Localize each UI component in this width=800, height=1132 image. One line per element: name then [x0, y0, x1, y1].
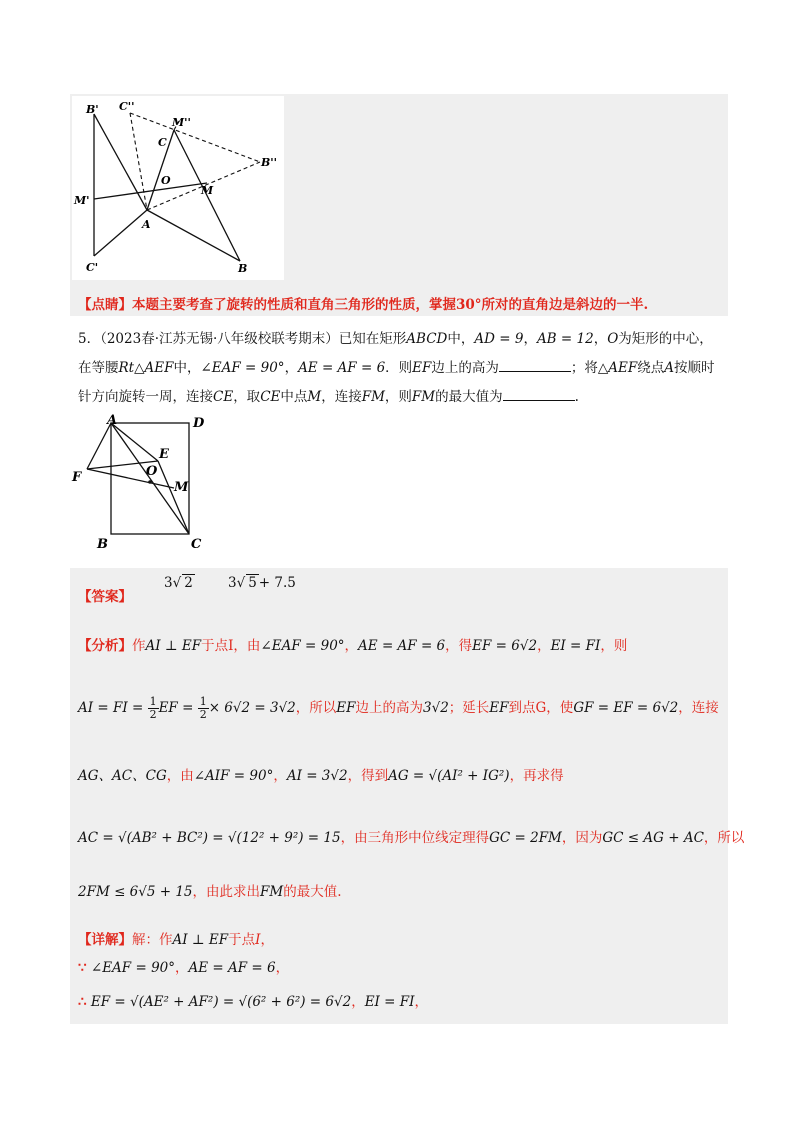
- fraction-half: [148, 696, 159, 721]
- detail-text: 于点: [228, 932, 256, 948]
- label-c-prime: C': [86, 261, 99, 274]
- math-expr: GF = EF = 6√2: [573, 700, 679, 716]
- math-fm: FM: [411, 389, 436, 405]
- math-expr: EI = FI: [550, 638, 601, 654]
- fraction-denominator: 2: [199, 708, 207, 721]
- analysis-label: 【分析】: [78, 638, 132, 654]
- label-c: C: [191, 537, 202, 552]
- answer-blank-2[interactable]: [503, 388, 575, 401]
- math-expr: AI = 3√2: [286, 768, 348, 784]
- analysis-text: ，: [273, 768, 287, 784]
- analysis-text: ，得: [445, 638, 473, 654]
- problem-line-3: [78, 385, 579, 405]
- problem-text: 边上的高为: [431, 360, 499, 376]
- math-expr: EI = FI: [364, 994, 415, 1010]
- math-expr: EF =: [158, 700, 198, 716]
- label-b-dprime: B'': [261, 156, 278, 169]
- math-expr: EF: [489, 700, 509, 716]
- problem-text: .: [574, 389, 579, 405]
- dianjing-text: 本题主要考查了旋转的性质和直角三角形的性质，掌握30°所对的直角边是斜边的一半.: [132, 297, 649, 313]
- answer-label: 【答案】: [78, 589, 132, 605]
- math-expr: AE = AF = 6: [188, 960, 276, 976]
- analysis-text: ，所以: [703, 830, 745, 846]
- label-d: D: [193, 416, 205, 431]
- problem-text: 的最大值为: [435, 389, 503, 405]
- problem-text: 已知在矩形: [338, 331, 407, 347]
- detail-text: ，: [175, 960, 189, 976]
- problem-text: 中点: [280, 389, 308, 405]
- math-expr: AG、AC、CG: [78, 768, 167, 784]
- answer-2-coef: 3: [228, 575, 237, 591]
- problem-text: ，: [284, 360, 299, 376]
- math-ad: AD = 9: [474, 331, 524, 347]
- math-ab: AB = 12: [536, 331, 594, 347]
- math-expr: AC = √(AB² + BC²) = √(12² + 9²) = 15: [78, 830, 341, 846]
- math-fm: FM: [361, 389, 385, 405]
- math-expr: AI = FI =: [78, 700, 148, 716]
- math-expr: ∠EAF = 90°: [260, 638, 345, 654]
- answer-2-tail: + 7.5: [258, 575, 296, 591]
- math-expr: 2FM ≤ 6√5 + 15: [78, 884, 193, 900]
- problem-text: ，取: [233, 389, 261, 405]
- analysis-line-2: [78, 696, 719, 721]
- math-expr: FM: [260, 884, 284, 900]
- because-symbol: ∵: [78, 960, 87, 976]
- label-m-prime: M': [74, 194, 90, 207]
- math-ce: CE: [260, 389, 281, 405]
- label-c: C: [158, 136, 167, 149]
- math-aef: AEF: [608, 360, 638, 376]
- analysis-text: ，由: [166, 768, 194, 784]
- problem-line-2: [78, 356, 715, 376]
- math-expr: EF: [336, 700, 356, 716]
- analysis-text: ，由此求出: [192, 884, 261, 900]
- analysis-text: ，因为: [561, 830, 603, 846]
- math-m: M: [307, 389, 322, 405]
- math-expr: AI ⊥ EF: [145, 638, 202, 654]
- analysis-text: ，再求得: [509, 768, 564, 784]
- detail-text: 解：作: [132, 932, 173, 948]
- analysis-line-1: [78, 634, 627, 654]
- detail-label: 【详解】: [78, 932, 132, 948]
- label-f: F: [72, 470, 82, 485]
- label-m: M: [201, 184, 214, 197]
- label-b: B: [97, 537, 108, 552]
- problem-source: （2023春·江苏无锡·八年级校联考期末）: [100, 331, 339, 347]
- math-angle: ∠EAF = 90°: [200, 360, 285, 376]
- dianjing-line: [78, 293, 648, 313]
- analysis-text: 边上的高为: [355, 700, 423, 716]
- math-expr: ∠EAF = 90°: [90, 960, 175, 976]
- analysis-text: 作: [132, 638, 146, 654]
- rotation-figure: [72, 96, 284, 280]
- detail-line-2: [78, 956, 289, 976]
- analysis-line-5: [78, 880, 342, 900]
- label-o: O: [146, 464, 158, 479]
- problem-line-1: [78, 327, 713, 347]
- detail-line-3: [78, 990, 428, 1010]
- label-a: A: [107, 413, 118, 428]
- math-expr: × 6√2 = 3√2: [208, 700, 296, 716]
- math-rt-triangle: Rt△AEF: [118, 360, 174, 376]
- problem-text: ，连接: [321, 389, 362, 405]
- analysis-text: ，所以: [295, 700, 337, 716]
- label-m: M: [174, 480, 189, 495]
- math-a: A: [664, 360, 675, 376]
- math-expr: GC ≤ AG + AC: [602, 830, 704, 846]
- problem-text: 中，: [173, 360, 201, 376]
- problem-text: 绕点: [637, 360, 665, 376]
- analysis-text: ；延长: [448, 700, 490, 716]
- math-expr: 3√2: [423, 700, 449, 716]
- rectangle-figure: [70, 412, 210, 554]
- math-ce: CE: [213, 389, 234, 405]
- analysis-text: ，: [537, 638, 551, 654]
- math-expr: ∠AIF = 90°: [193, 768, 274, 784]
- analysis-text: ，: [344, 638, 359, 654]
- answer-1-radicand: 2: [184, 575, 193, 591]
- answer-1: [164, 574, 195, 591]
- detail-text: ，: [351, 994, 365, 1010]
- label-c-dprime: C'': [119, 100, 135, 113]
- math-expr: EF = √(AE² + AF²) = √(6² + 6²) = 6√2: [90, 994, 352, 1010]
- math-ef: EF: [412, 360, 432, 376]
- analysis-text: 的最大值.: [283, 884, 342, 900]
- analysis-text: 于点I，由: [201, 638, 261, 654]
- answer-tag: [78, 585, 132, 605]
- fraction-numerator: 1: [149, 695, 157, 708]
- math-expr: EF = 6√2: [472, 638, 538, 654]
- analysis-line-4: [78, 826, 744, 846]
- problem-text: 为矩形的中心，: [618, 331, 713, 347]
- math-ae: AE = AF = 6: [298, 360, 386, 376]
- label-a: A: [142, 218, 151, 231]
- sqrt-sign: √: [236, 575, 246, 591]
- analysis-line-3: [78, 764, 564, 784]
- problem-text: ，则: [384, 389, 412, 405]
- label-o: O: [161, 174, 171, 187]
- math-abcd: ABCD: [406, 331, 448, 347]
- sqrt-sign: √: [172, 575, 182, 591]
- detail-text: ，: [414, 994, 428, 1010]
- math-o: O: [607, 331, 619, 347]
- fraction-denominator: 2: [149, 708, 157, 721]
- math-expr: AE = AF = 6: [358, 638, 446, 654]
- problem-text: ，: [523, 331, 537, 347]
- answer-blank-1[interactable]: [499, 359, 571, 372]
- label-b: B: [238, 262, 248, 275]
- detail-text: ，: [260, 932, 274, 948]
- answer-2: [228, 574, 296, 591]
- analysis-text: ，得到: [347, 768, 389, 784]
- fraction-numerator: 1: [199, 695, 207, 708]
- problem-text: 在等腰: [78, 360, 119, 376]
- fraction-half: [198, 696, 209, 721]
- detail-text: ，: [275, 960, 290, 976]
- answer-1-coef: 3: [164, 575, 173, 591]
- therefore-symbol: ∴: [78, 994, 87, 1010]
- math-expr: AG = √(AI² + IG²): [388, 768, 510, 784]
- problem-text: ．则: [385, 360, 413, 376]
- answer-2-radicand: 5: [248, 575, 257, 591]
- problem-text: 按顺时: [674, 360, 715, 376]
- math-var: I: [255, 932, 261, 948]
- problem-text: ，: [593, 331, 608, 347]
- problem-number: 5．: [78, 331, 101, 347]
- problem-text: ；将△: [570, 360, 609, 376]
- math-expr: GC = 2FM: [489, 830, 562, 846]
- label-e: E: [159, 447, 169, 462]
- analysis-text: ，由三角形中位线定理得: [340, 830, 490, 846]
- analysis-text: 到点G，使: [508, 700, 574, 716]
- label-m-dprime: M'': [172, 116, 191, 129]
- problem-text: 针方向旋转一周，连接: [78, 389, 213, 405]
- label-b-prime: B': [86, 103, 99, 116]
- detail-line-1: [78, 928, 274, 948]
- analysis-text: ，则: [600, 638, 628, 654]
- analysis-text: ，连接: [678, 700, 719, 716]
- problem-text: 中，: [447, 331, 475, 347]
- math-expr: AI ⊥ EF: [172, 932, 229, 948]
- dianjing-tag: 【点睛】: [78, 297, 132, 313]
